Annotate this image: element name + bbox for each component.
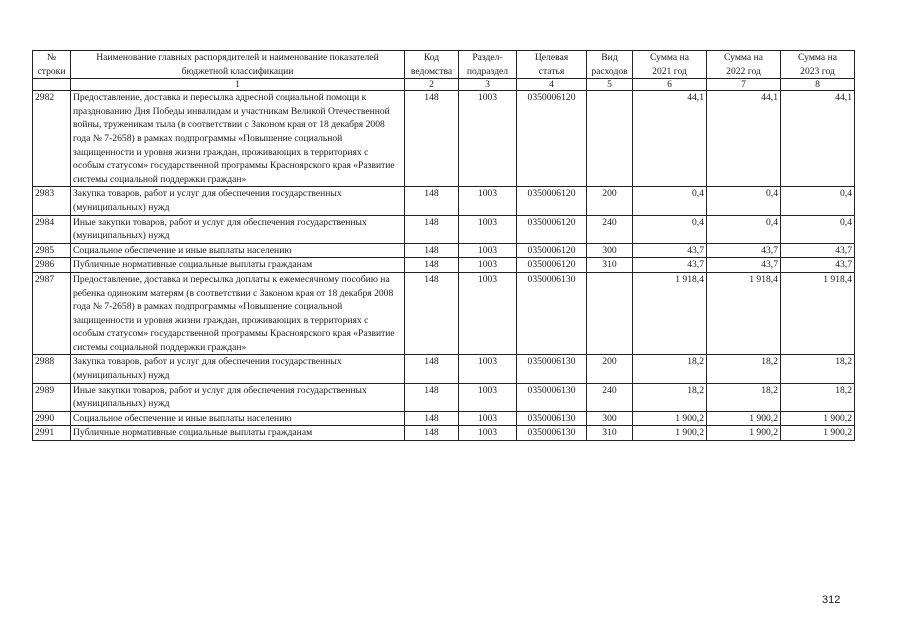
cell-expense-type bbox=[587, 272, 633, 355]
table-row bbox=[33, 272, 855, 355]
cell-section: 1003 bbox=[459, 383, 517, 411]
cell-sum-2022: 44,1 bbox=[707, 91, 781, 187]
header-line: 2023 год bbox=[800, 65, 835, 77]
column-number-sum-2021: 6 bbox=[633, 79, 707, 91]
cell-section: 1003 bbox=[459, 91, 517, 187]
cell-section: 1003 bbox=[459, 243, 517, 258]
table-row bbox=[33, 355, 855, 383]
cell-section: 1003 bbox=[459, 355, 517, 383]
table-row bbox=[33, 383, 855, 411]
cell-sum-2023: 1 918,4 bbox=[781, 272, 855, 355]
table-row bbox=[33, 258, 855, 273]
cell-target-article: 0350006120 bbox=[517, 187, 587, 215]
cell-dept-code: 148 bbox=[405, 187, 459, 215]
column-number-target-article: 4 bbox=[517, 79, 587, 91]
header-sum-2022 bbox=[707, 51, 781, 79]
cell-expense-type: 300 bbox=[587, 411, 633, 426]
cell-row-number: 2982 bbox=[33, 91, 71, 187]
cell-sum-2021: 44,1 bbox=[633, 91, 707, 187]
table-body bbox=[33, 91, 855, 441]
header-line: статья bbox=[538, 65, 565, 77]
cell-expense-type: 200 bbox=[587, 355, 633, 383]
cell-row-number: 2991 bbox=[33, 426, 71, 441]
table-row bbox=[33, 426, 855, 441]
cell-sum-2021: 1 900,2 bbox=[633, 426, 707, 441]
header-line: Сумма на bbox=[798, 52, 837, 63]
cell-sum-2022: 1 918,4 bbox=[707, 272, 781, 355]
header-dept-code bbox=[405, 51, 459, 79]
cell-section: 1003 bbox=[459, 187, 517, 215]
cell-name: Социальное обеспечение и иные выплаты населению bbox=[71, 411, 405, 426]
cell-sum-2022: 18,2 bbox=[707, 383, 781, 411]
cell-sum-2021: 0,4 bbox=[633, 215, 707, 243]
header-line: Целевая bbox=[534, 52, 569, 63]
cell-dept-code: 148 bbox=[405, 243, 459, 258]
cell-section: 1003 bbox=[459, 411, 517, 426]
header-line: строки bbox=[37, 65, 66, 77]
cell-row-number: 2983 bbox=[33, 187, 71, 215]
cell-sum-2022: 18,2 bbox=[707, 355, 781, 383]
column-number-dept-code: 2 bbox=[405, 79, 459, 91]
cell-sum-2021: 1 900,2 bbox=[633, 411, 707, 426]
cell-sum-2023: 18,2 bbox=[781, 355, 855, 383]
cell-sum-2023: 1 900,2 bbox=[781, 411, 855, 426]
header-expense-type bbox=[587, 51, 633, 79]
cell-dept-code: 148 bbox=[405, 272, 459, 355]
table-row bbox=[33, 187, 855, 215]
cell-sum-2021: 43,7 bbox=[633, 243, 707, 258]
cell-sum-2022: 0,4 bbox=[707, 187, 781, 215]
header-target-article bbox=[517, 51, 587, 79]
cell-dept-code: 148 bbox=[405, 215, 459, 243]
cell-sum-2023: 43,7 bbox=[781, 243, 855, 258]
header-row-number bbox=[33, 51, 71, 79]
column-number-expense-type: 5 bbox=[587, 79, 633, 91]
cell-row-number: 2987 bbox=[33, 272, 71, 355]
page-number: 312 bbox=[822, 594, 841, 606]
cell-row-number: 2990 bbox=[33, 411, 71, 426]
cell-sum-2023: 43,7 bbox=[781, 258, 855, 273]
cell-target-article: 0350006130 bbox=[517, 272, 587, 355]
cell-dept-code: 148 bbox=[405, 383, 459, 411]
cell-dept-code: 148 bbox=[405, 426, 459, 441]
cell-dept-code: 148 bbox=[405, 258, 459, 273]
column-number-sum-2022: 7 bbox=[707, 79, 781, 91]
header-row bbox=[33, 51, 855, 79]
header-sum-2023 bbox=[781, 51, 855, 79]
cell-target-article: 0350006120 bbox=[517, 258, 587, 273]
cell-expense-type: 310 bbox=[587, 258, 633, 273]
cell-row-number: 2985 bbox=[33, 243, 71, 258]
header-sum-2021 bbox=[633, 51, 707, 79]
header-line: подраздел bbox=[466, 65, 509, 77]
cell-expense-type: 200 bbox=[587, 187, 633, 215]
cell-name: Закупка товаров, работ и услуг для обеспечения государственных (муниципальных) нужд bbox=[71, 187, 405, 215]
cell-expense-type: 300 bbox=[587, 243, 633, 258]
cell-section: 1003 bbox=[459, 426, 517, 441]
header-line: Раздел- bbox=[472, 52, 503, 63]
cell-sum-2022: 0,4 bbox=[707, 215, 781, 243]
cell-expense-type: 240 bbox=[587, 215, 633, 243]
cell-sum-2023: 44,1 bbox=[781, 91, 855, 187]
cell-name: Социальное обеспечение и иные выплаты населению bbox=[71, 243, 405, 258]
cell-sum-2021: 18,2 bbox=[633, 383, 707, 411]
header-line: Сумма на bbox=[724, 52, 763, 63]
cell-row-number: 2989 bbox=[33, 383, 71, 411]
column-number-sum-2023: 8 bbox=[781, 79, 855, 91]
cell-name: Закупка товаров, работ и услуг для обеспечения государственных (муниципальных) нужд bbox=[71, 355, 405, 383]
cell-expense-type: 310 bbox=[587, 426, 633, 441]
table-row bbox=[33, 411, 855, 426]
cell-sum-2022: 43,7 bbox=[707, 243, 781, 258]
cell-sum-2023: 0,4 bbox=[781, 187, 855, 215]
cell-name: Публичные нормативные социальные выплаты гражданам bbox=[71, 426, 405, 441]
table-row bbox=[33, 243, 855, 258]
header-line: расходов bbox=[591, 65, 628, 77]
cell-sum-2023: 1 900,2 bbox=[781, 426, 855, 441]
cell-name: Публичные нормативные социальные выплаты гражданам bbox=[71, 258, 405, 273]
header-line: Сумма на bbox=[650, 52, 689, 63]
cell-target-article: 0350006120 bbox=[517, 91, 587, 187]
cell-sum-2022: 43,7 bbox=[707, 258, 781, 273]
column-number-section: 3 bbox=[459, 79, 517, 91]
cell-dept-code: 148 bbox=[405, 411, 459, 426]
cell-row-number: 2984 bbox=[33, 215, 71, 243]
cell-section: 1003 bbox=[459, 272, 517, 355]
cell-target-article: 0350006120 bbox=[517, 243, 587, 258]
table-row bbox=[33, 91, 855, 187]
cell-row-number: 2986 bbox=[33, 258, 71, 273]
header-line: Наименование главных распорядителей и наименование показателей bbox=[96, 52, 379, 63]
cell-section: 1003 bbox=[459, 215, 517, 243]
cell-name: Иные закупки товаров, работ и услуг для обеспечения государственных (муниципальных) нужд bbox=[71, 215, 405, 243]
column-number-name: 1 bbox=[71, 79, 405, 91]
header-line: Вид bbox=[601, 52, 618, 63]
cell-section: 1003 bbox=[459, 258, 517, 273]
cell-name: Предоставление, доставка и пересылка доплаты к ежемесячному пособию на ребенка одиноким матерям (в соответствии с Законом края от 18 декабря 2008 года № 7-2658) в рамках подпрограммы «Повышение социальной защищенности и уровня жизни граждан, проживающих в территориях с особым статусом» государственной программы Красноярского края «Развитие системы социальной поддержки граждан» bbox=[71, 272, 405, 355]
table-row bbox=[33, 215, 855, 243]
header-line: 2021 год bbox=[652, 65, 687, 77]
cell-sum-2021: 1 918,4 bbox=[633, 272, 707, 355]
header-line: бюджетной классификации bbox=[181, 65, 294, 77]
cell-sum-2023: 18,2 bbox=[781, 383, 855, 411]
cell-sum-2021: 43,7 bbox=[633, 258, 707, 273]
cell-target-article: 0350006130 bbox=[517, 411, 587, 426]
cell-expense-type bbox=[587, 91, 633, 187]
cell-sum-2023: 0,4 bbox=[781, 215, 855, 243]
budget-document bbox=[32, 50, 854, 441]
header-line: 2022 год bbox=[726, 65, 761, 77]
cell-name: Иные закупки товаров, работ и услуг для обеспечения государственных (муниципальных) нужд bbox=[71, 383, 405, 411]
cell-sum-2021: 18,2 bbox=[633, 355, 707, 383]
table-header bbox=[33, 51, 855, 91]
cell-dept-code: 148 bbox=[405, 355, 459, 383]
header-name bbox=[71, 51, 405, 79]
cell-sum-2021: 0,4 bbox=[633, 187, 707, 215]
header-line: ведомства bbox=[410, 65, 453, 77]
header-line: Код bbox=[423, 52, 440, 63]
cell-sum-2022: 1 900,2 bbox=[707, 411, 781, 426]
cell-target-article: 0350006130 bbox=[517, 355, 587, 383]
header-section bbox=[459, 51, 517, 79]
column-number-row bbox=[33, 79, 855, 91]
cell-target-article: 0350006120 bbox=[517, 215, 587, 243]
cell-dept-code: 148 bbox=[405, 91, 459, 187]
column-number-row-number bbox=[33, 79, 71, 91]
cell-row-number: 2988 bbox=[33, 355, 71, 383]
header-line: № bbox=[46, 52, 57, 63]
cell-name: Предоставление, доставка и пересылка адресной социальной помощи к празднованию Дня Победы инвалидам и участникам Великой Отечественной войны, труженикам тыла (в соответствии с Законом края от 18 декабря 2008 года № 7-2658) в рамках подпрограммы «Повышение социальной защищенности и уровня жизни граждан, проживающих в территориях с особым статусом» государственной программы Красноярского края «Развитие системы социальной поддержки граждан» bbox=[71, 91, 405, 187]
cell-target-article: 0350006130 bbox=[517, 383, 587, 411]
cell-target-article: 0350006130 bbox=[517, 426, 587, 441]
cell-expense-type: 240 bbox=[587, 383, 633, 411]
budget-table bbox=[32, 50, 855, 441]
cell-sum-2022: 1 900,2 bbox=[707, 426, 781, 441]
